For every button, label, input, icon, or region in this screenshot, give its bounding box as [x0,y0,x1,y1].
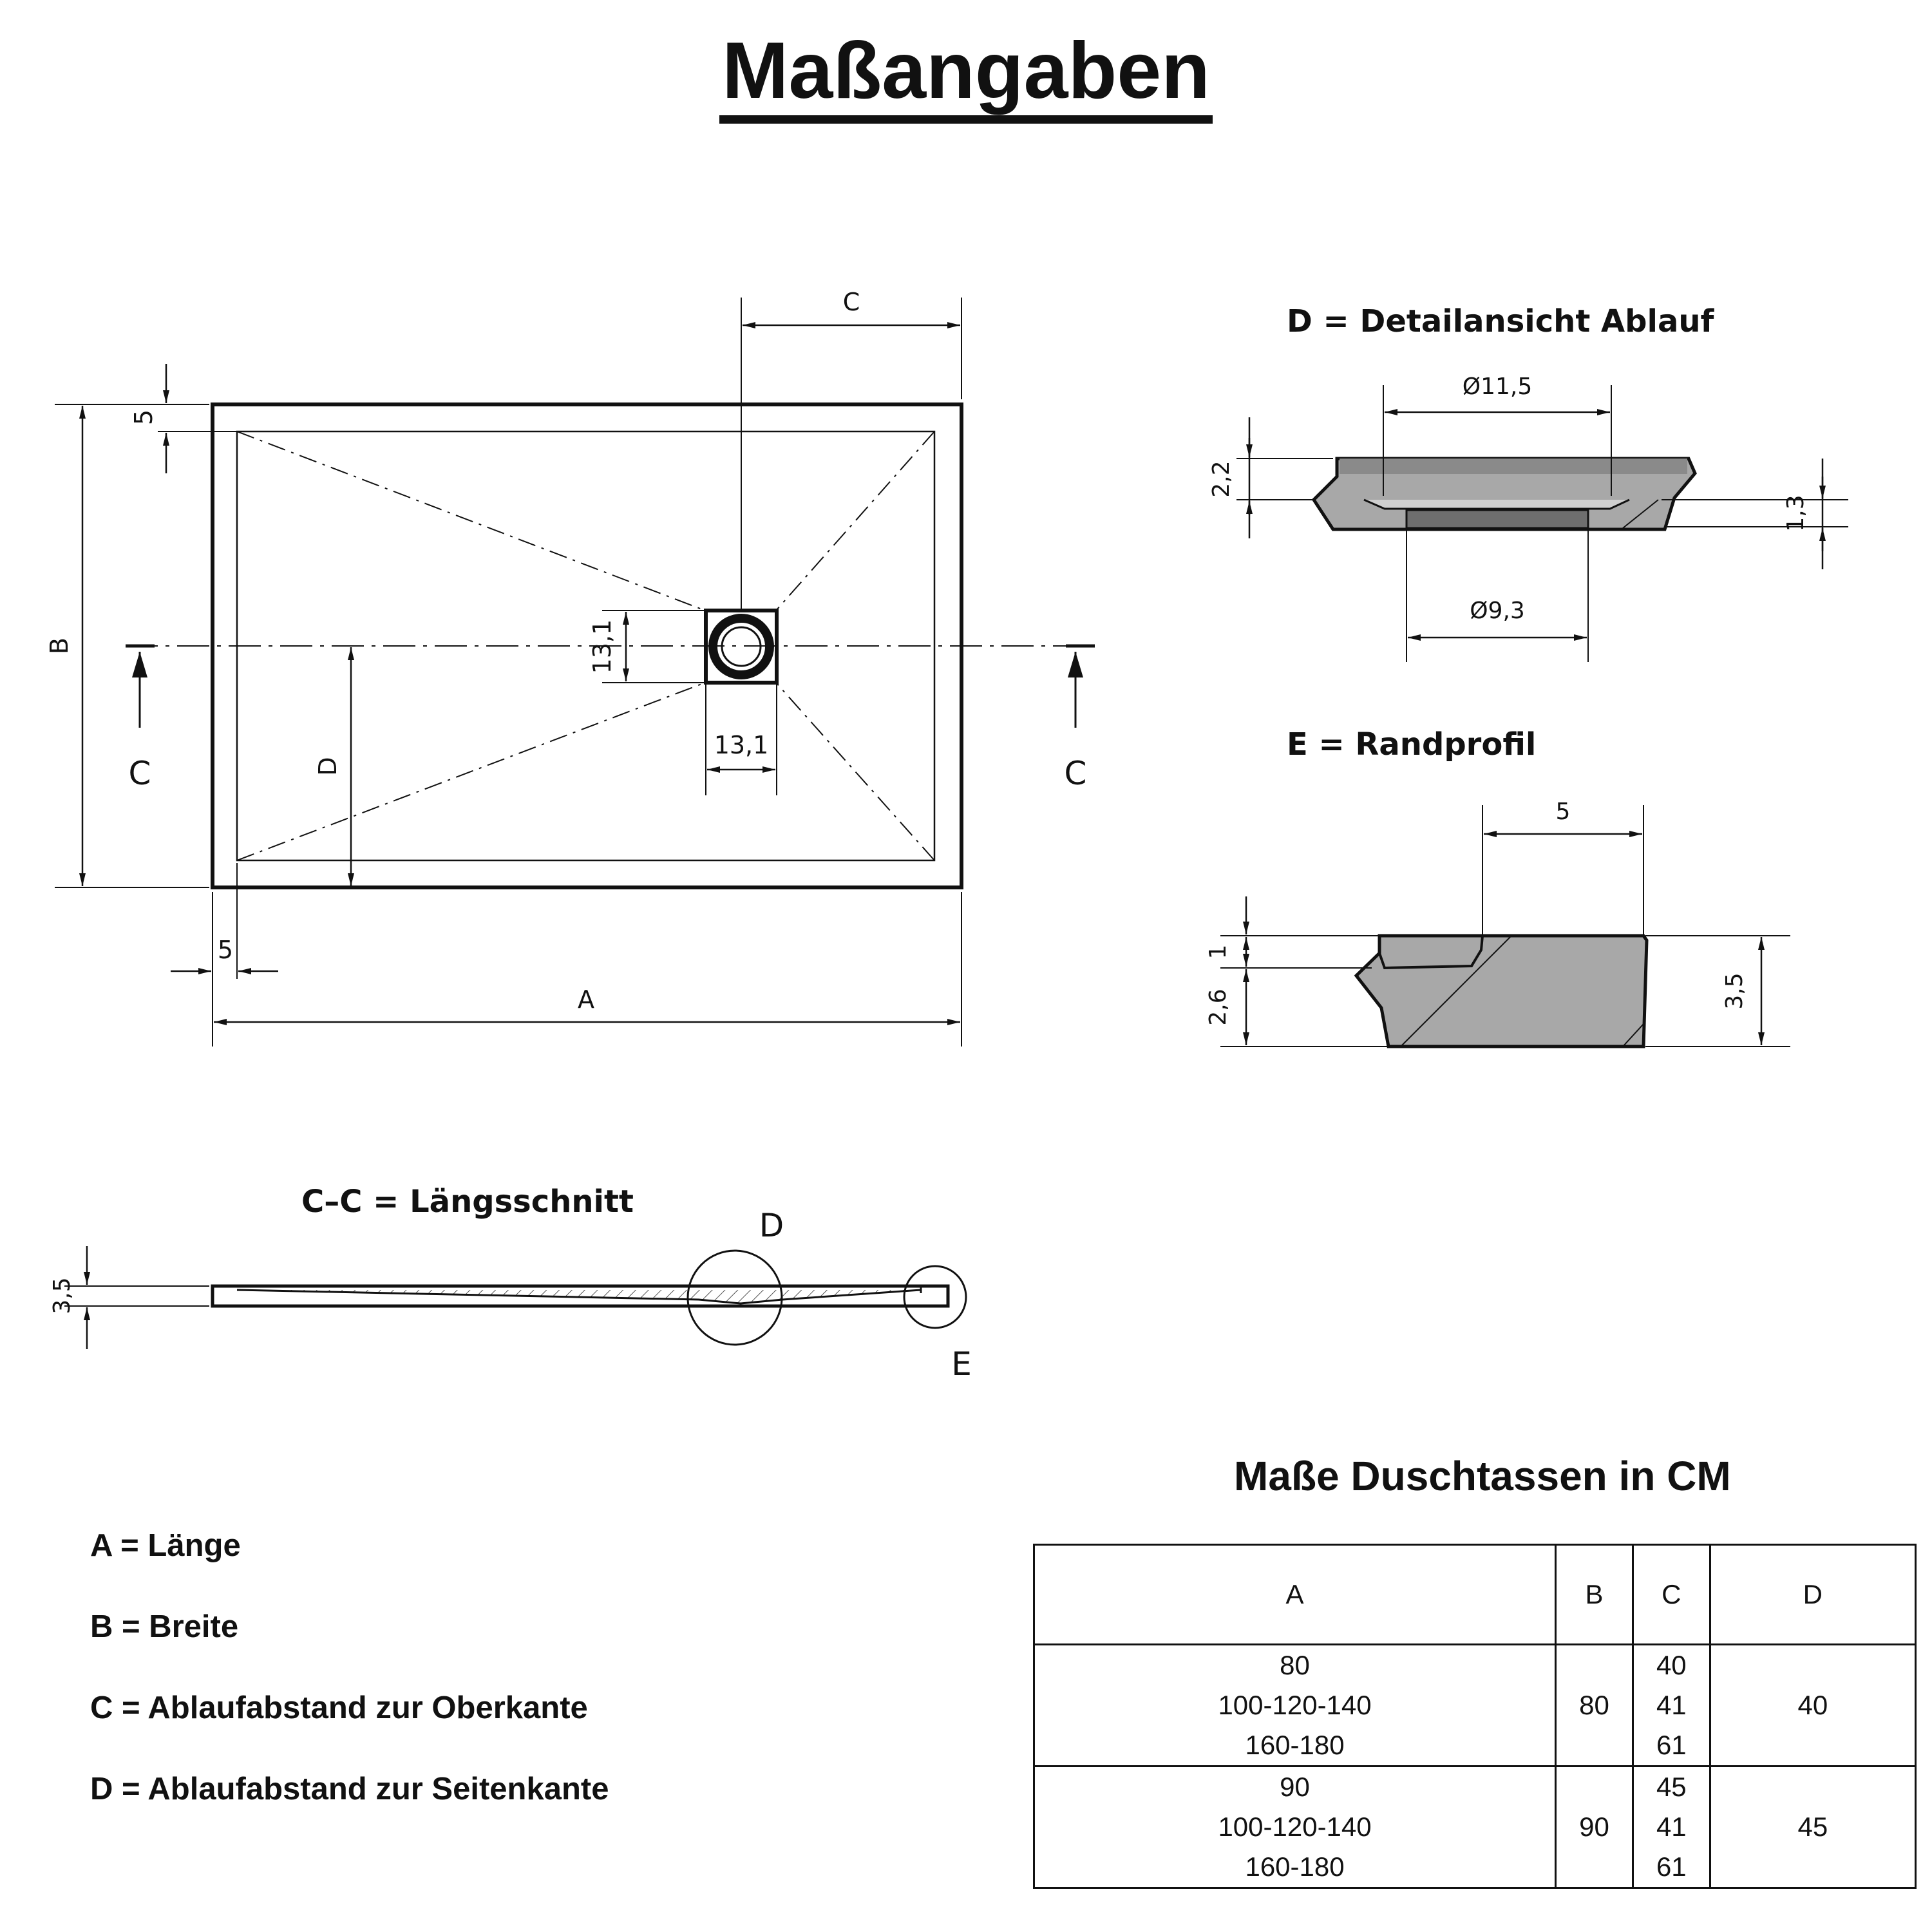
edge-height-small-label: 1 [1205,944,1231,960]
legend-item-b: B = Breite [90,1609,239,1644]
cell-b: 80 [1556,1645,1633,1766]
cell-c: 45 41 61 [1633,1766,1710,1888]
edge-width-label: 5 [1555,799,1571,825]
legend-item-a: A = Länge [90,1528,241,1563]
rim-left-label: 5 [217,936,234,964]
edge-height-left-label: 2,6 [1205,989,1231,1026]
marker-d-label: D [759,1207,784,1244]
col-header-c: C [1633,1545,1710,1645]
rim-top-label: 5 [129,409,158,426]
table-header-row [1034,1545,1916,1645]
drain-size-v-label: 13,1 [588,619,616,674]
legend-item-c: C = Ablaufabstand zur Oberkante [90,1690,588,1725]
cell-a: 80 100-120-140 160-180 [1034,1645,1556,1766]
col-header-a: A [1034,1545,1556,1645]
plan-labels [45,288,1086,1014]
col-header-d: D [1710,1545,1915,1645]
detail-e-title: E = Randprofil [1287,726,1537,762]
height-left-label: 2,2 [1208,460,1235,498]
dim-label-d: D [314,757,342,776]
table-title: Maße Duschtassen in CM [1234,1453,1731,1499]
detail-d-drawing [1236,385,1848,662]
section-title: C–C = Längsschnitt [301,1184,634,1220]
dim-label-b: B [45,637,73,655]
height-right-label: 1,3 [1783,495,1809,532]
drain-size-h-label: 13,1 [714,731,769,759]
dim-label-a: A [578,985,594,1014]
marker-e-label: E [951,1345,972,1383]
cell-c: 40 41 61 [1633,1645,1710,1766]
dimensions-table [1033,1544,1917,1889]
detail-e-drawing [1220,805,1790,1046]
cell-d: 40 [1710,1645,1915,1766]
section-label-left: C [128,755,151,792]
inner-diameter-label: Ø9,3 [1470,598,1525,624]
legend-item-d: D = Ablaufabstand zur Seitenkante [90,1772,609,1806]
outer-diameter-label: Ø11,5 [1462,374,1533,400]
legend [90,1526,609,1851]
section-drawing [64,1246,966,1349]
edge-height-right-label: 3,5 [1721,972,1748,1010]
col-header-b: B [1556,1545,1633,1645]
table-row [1034,1766,1916,1888]
detail-d-title: D = Detailansicht Ablauf [1287,303,1714,339]
cell-b: 90 [1556,1766,1633,1888]
cell-a: 90 100-120-140 160-180 [1034,1766,1556,1888]
dim-label-c: C [842,288,860,316]
section-label-right: C [1064,755,1087,792]
cell-d: 45 [1710,1766,1915,1888]
section-thickness-label: 3,5 [49,1277,75,1314]
page-title-text: Maßangaben [719,26,1213,124]
table-row [1034,1645,1916,1766]
plan-view [55,298,1095,1046]
